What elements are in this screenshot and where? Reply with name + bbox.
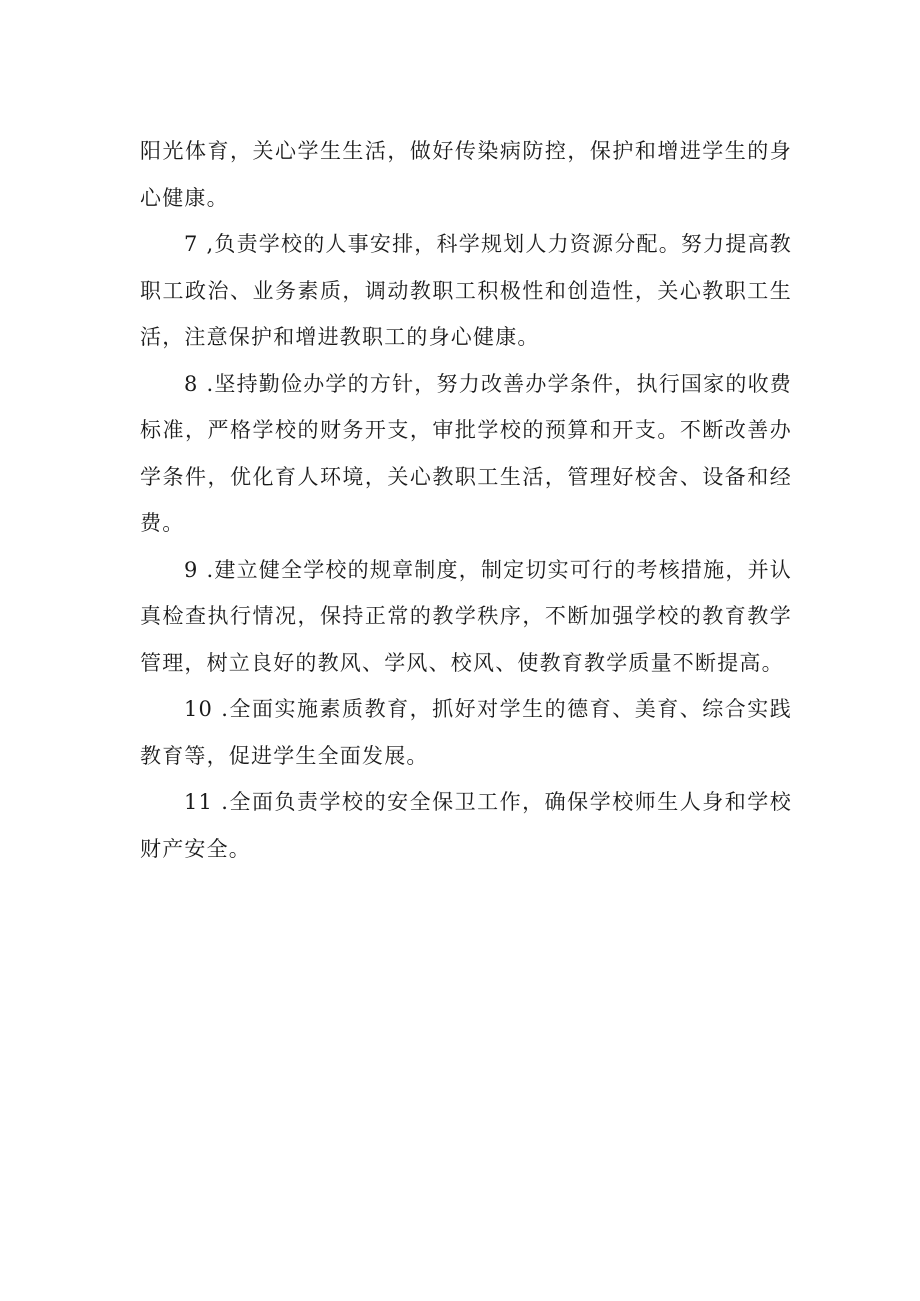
paragraph-item-8: 8 .坚持勤俭办学的方针，努力改善办学条件，执行国家的收费标准，严格学校的财务开支，审批学校的预算和开支。不断改善办学条件，优化育人环境，关心教职工生活，管理好校舍、设备和经费。 xyxy=(140,371,792,535)
paragraph-item-11: 11 .全面负责学校的安全保卫工作，确保学校师生人身和学校财产安全。 xyxy=(140,790,792,861)
paragraph-item-10: 10 .全面实施素质教育，抓好对学生的德育、美育、综合实践教育等，促进学生全面发展。 xyxy=(140,697,792,768)
document-body xyxy=(140,128,792,872)
paragraph-continuation: 阳光体育，关心学生生活，做好传染病防控，保护和增进学生的身心健康。 xyxy=(140,139,792,210)
paragraph-item-7: 7 ,负责学校的人事安排，科学规划人力资源分配。努力提高教职工政治、业务素质，调动教职工积极性和创造性，关心教职工生活，注意保护和增进教职工的身心健康。 xyxy=(140,232,792,349)
paragraph-item-9: 9 .建立健全学校的规章制度，制定切实可行的考核措施，并认真检查执行情况，保持正常的教学秩序，不断加强学校的教育教学管理，树立良好的教风、学风、校风、使教育教学质量不断提高。 xyxy=(140,557,792,675)
